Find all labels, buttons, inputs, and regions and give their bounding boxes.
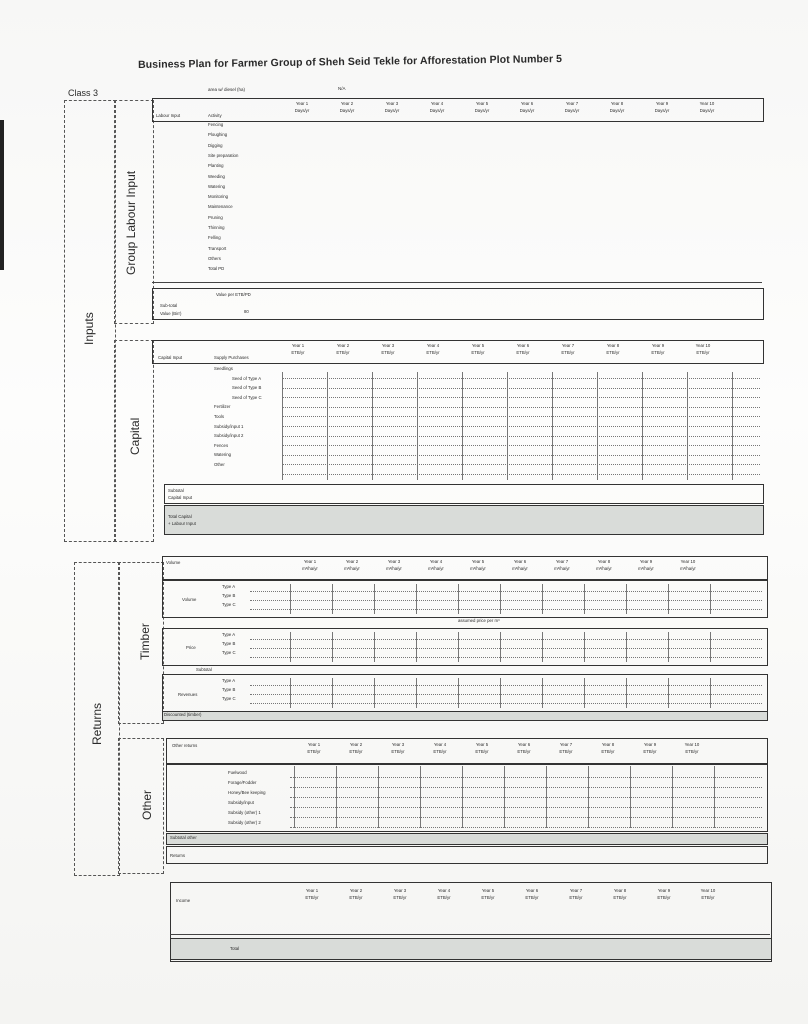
year-unit: ETB/yr [569,895,583,900]
timber-grid-row [250,694,762,695]
income-rule [170,934,770,935]
income-total-label: Total [230,946,240,951]
timber-grid-col [500,632,501,662]
year-unit: m³/ha/yr [470,566,486,571]
labour-col-head-a: Labour Input [156,113,181,118]
year-header: Year 5 [471,343,485,348]
year-header: Year 6 [517,742,531,747]
other-item: Forage/Fodder [228,780,257,785]
other-item: Honey/Bee keeping [228,790,266,795]
capital-subtotal-b: Capital Input [168,495,193,500]
labour-activity: Monitoring [208,194,229,200]
timber-grid-col [416,584,417,614]
capital-item: Subsidy/input 1 [214,423,244,429]
capital-item: Seed of Type C [232,394,262,400]
year-unit: ETB/yr [381,350,395,355]
year-unit: Days/yr [294,108,310,113]
timber-grid-col [290,584,291,614]
year-unit: m³/ha/yr [638,566,654,571]
year-unit: ETB/yr [643,749,657,754]
timber-grid-col [416,678,417,708]
other-item: Fuelwood [228,770,247,775]
capital-grid-row [282,397,760,398]
other-grid-row [290,777,762,778]
capital-section-label: Capital [128,417,142,455]
other-section-label: Other [140,789,154,820]
year-unit: m³/ha/yr [512,566,528,571]
year-unit: Days/yr [429,108,445,113]
year-header: Year 5 [471,559,485,564]
other-grid-col [336,766,337,828]
timber-type: Type A [222,584,236,589]
capital-total-table [164,505,764,535]
timber-grid-col [542,678,543,708]
year-unit: ETB/yr [516,350,530,355]
other-subtotal-bar [166,833,768,845]
capital-grid-row [282,464,760,465]
timber-type: Type C [222,696,236,701]
labour-activity: Transport [208,245,227,251]
labour-activity: Thinning [208,225,225,230]
year-unit: ETB/yr [433,749,447,754]
year-unit: ETB/yr [349,895,363,900]
year-unit: m³/ha/yr [428,566,444,571]
labour-col-head-b: Activity [208,113,222,118]
class-label: Class 3 [68,88,99,98]
binder-edge [0,120,4,270]
capital-item: Seed of Type B [232,385,262,391]
year-unit: ETB/yr [561,350,575,355]
timber-total-bar [162,711,768,721]
year-header: Year 1 [305,888,319,893]
capital-grid-col [462,372,463,480]
page-title: Business Plan for Farmer Group of Sheh Seid Tekle for Afforestation Plot Number 5 [137,53,563,71]
capital-grid-col [417,372,418,480]
timber-grid-col [374,632,375,662]
year-header: Year 8 [597,559,611,564]
year-unit: Days/yr [339,108,355,113]
year-header: Year 9 [655,101,669,106]
year-header: Year 6 [513,559,527,564]
timber-grid-row [250,609,762,610]
year-header: Year 2 [349,742,363,747]
capital-item: Watering [214,452,232,458]
timber-grid-col [374,584,375,614]
timber-grid-col [626,678,627,708]
other-grid-row [290,807,762,808]
year-header: Year 10 [695,343,711,348]
timber-grid-row [250,591,762,592]
timber-grid-col [710,632,711,662]
other-grid-col [588,766,589,828]
capital-subtotal-table [164,484,764,504]
year-unit: ETB/yr [606,350,620,355]
year-header: Year 4 [430,101,444,106]
timber-grid-col [542,584,543,614]
capital-grid-row [282,455,760,456]
timber-grid-col [542,632,543,662]
year-header: Year 6 [516,343,530,348]
capital-item: Seed of Type A [232,375,262,381]
year-header: Year 4 [429,559,443,564]
timber-volume-label: Volume [182,597,197,602]
year-header: Year 2 [336,343,350,348]
year-header: Year 9 [651,343,665,348]
capital-grid-col [732,372,733,480]
other-grid-col [672,766,673,828]
year-header: Year 4 [437,888,451,893]
year-header: Year 4 [433,742,447,747]
timber-type: Type A [222,678,236,683]
year-header: Year 1 [307,742,321,747]
year-unit: ETB/yr [696,350,710,355]
timber-grid-col [584,584,585,614]
timber-grid-row [250,657,762,658]
capital-total-b: + Labour Input [168,521,196,526]
year-unit: ETB/yr [336,350,350,355]
capital-grid-row [282,378,760,379]
year-unit: ETB/yr [481,895,495,900]
year-header: Year 2 [345,559,359,564]
capital-grid-col [507,372,508,480]
year-unit: ETB/yr [349,749,363,754]
timber-col-head: Volume [166,560,181,565]
labour-activity: Total PD [208,266,225,272]
income-col-head: Income [176,898,191,903]
capital-item: Other [214,462,225,467]
other-item: Subsidy (other) 1 [228,810,261,815]
capital-grid-row [282,436,760,437]
capital-grid-col [597,372,598,480]
labour-activity: Others [208,255,221,261]
other-grid-col [546,766,547,828]
year-unit: ETB/yr [517,749,531,754]
year-unit: ETB/yr [601,749,615,754]
timber-total-label: Discounted (timber) [164,712,202,717]
year-unit: m³/ha/yr [386,566,402,571]
year-header: Year 1 [303,559,317,564]
capital-item: Seedlings [214,366,233,371]
timber-grid-col [710,678,711,708]
income-total-bar [170,938,772,960]
capital-grid-col [327,372,328,480]
year-unit: ETB/yr [559,749,573,754]
year-header: Year 5 [475,101,489,106]
year-header: Year 8 [606,343,620,348]
year-unit: ETB/yr [701,895,715,900]
labour-section-label: Group Labour Input [124,170,138,275]
timber-section-label: Timber [138,623,152,660]
timber-grid-col [500,678,501,708]
other-item: Subsidy (other) 2 [228,820,261,825]
year-header: Year 8 [601,742,615,747]
year-header: Year 7 [559,742,573,747]
other-grid-col [504,766,505,828]
capital-total-a: Total Capital [168,514,192,519]
timber-type: Type B [222,641,236,646]
year-unit: ETB/yr [393,895,407,900]
timber-type: Type B [222,687,236,692]
year-unit: ETB/yr [657,895,671,900]
year-unit: ETB/yr [475,749,489,754]
year-header: Year 9 [639,559,653,564]
year-unit: ETB/yr [525,895,539,900]
timber-grid-col [584,632,585,662]
timber-grid-row [250,639,762,640]
labour-activity: Site preparation [208,152,239,158]
timber-volume-table [162,580,768,618]
labour-total-rule [152,282,762,283]
year-header: Year 5 [475,742,489,747]
other-grid-col [378,766,379,828]
timber-grid-col [668,584,669,614]
capital-grid-col [642,372,643,480]
year-header: Year 2 [340,101,354,106]
year-unit: ETB/yr [471,350,485,355]
inputs-label: Inputs [82,312,96,345]
year-unit: Days/yr [519,108,535,113]
year-header: Year 10 [680,559,696,564]
capital-item: Tools [214,414,225,419]
year-unit: m³/ha/yr [344,566,360,571]
year-unit: ETB/yr [613,895,627,900]
labour-rate-label: Value per ETB/PD [216,292,251,297]
year-header: Year 3 [391,742,405,747]
year-header: Year 7 [561,343,575,348]
labour-activity: Weeding [208,173,225,179]
timber-grid-col [710,584,711,614]
timber-revenue-label: Revenues [178,692,198,697]
timber-grid-col [332,584,333,614]
year-header: Year 1 [291,343,305,348]
year-header: Year 3 [385,101,399,106]
year-unit: ETB/yr [437,895,451,900]
year-header: Year 1 [295,101,309,106]
labour-activity: Watering [208,183,226,189]
year-header: Year 8 [610,101,624,106]
labour-activity: Fencing [208,122,224,127]
labour-activity: Digging [208,142,223,148]
capital-col-head-b: Supply Purchases [214,355,249,360]
area-value: N/A [338,86,346,91]
other-grid-row [290,797,762,798]
year-header: Year 10 [700,888,716,893]
year-unit: Days/yr [654,108,670,113]
timber-price-table [162,628,768,666]
year-unit: m³/ha/yr [554,566,570,571]
year-unit: ETB/yr [291,350,305,355]
capital-grid-row [282,416,760,417]
timber-grid-col [626,632,627,662]
year-unit: ETB/yr [305,895,319,900]
timber-grid-col [668,678,669,708]
timber-grid-row [250,703,762,704]
timber-grid-col [584,678,585,708]
timber-grid-col [500,584,501,614]
labour-sum-b: Value (Birr) [160,311,182,316]
timber-type: Type A [222,632,236,637]
other-item: Subsidy/input [228,800,254,805]
timber-grid-row [250,685,762,686]
labour-activity: Maintenance [208,204,233,210]
year-header: Year 6 [525,888,539,893]
timber-grid-row [250,600,762,601]
year-unit: Days/yr [699,108,715,113]
capital-grid-col [552,372,553,480]
capital-col-head-a: Capital Input [158,355,183,360]
capital-grid-row [282,445,760,446]
timber-type: Type C [222,650,236,655]
timber-grid-col [626,584,627,614]
other-grid-col [630,766,631,828]
other-col-head: Other returns [172,743,198,748]
year-header: Year 3 [387,559,401,564]
year-unit: ETB/yr [426,350,440,355]
area-label: area w/ diesel (ha) [208,87,246,92]
capital-grid-row [282,388,760,389]
capital-item: Subsidy/input 2 [214,433,244,439]
capital-grid-col [687,372,688,480]
year-unit: ETB/yr [651,350,665,355]
year-header: Year 7 [569,888,583,893]
year-unit: ETB/yr [685,749,699,754]
labour-sum-a: Sub-total [160,303,178,308]
timber-grid-col [374,678,375,708]
other-grid-row [290,787,762,788]
year-unit: Days/yr [564,108,580,113]
year-header: Year 9 [643,742,657,747]
other-grid-col [294,766,295,828]
other-total-bar [166,846,768,864]
year-unit: ETB/yr [307,749,321,754]
capital-grid-row [282,407,760,408]
capital-subtotal-label: Subtotal [168,488,184,493]
other-grid-col [420,766,421,828]
other-grid-col [714,766,715,828]
year-unit: m³/ha/yr [596,566,612,571]
labour-activity: Ploughing [208,132,228,138]
timber-grid-col [290,632,291,662]
capital-grid-row [282,474,760,475]
timber-grid-col [332,632,333,662]
timber-subtotal-label: Subtotal [196,667,212,672]
labour-activity: Pruning [208,214,223,220]
timber-type: Type B [222,593,236,598]
timber-grid-col [290,678,291,708]
capital-item: Fences [214,442,229,448]
other-grid-row [290,817,762,818]
year-header: Year 3 [393,888,407,893]
labour-activity: Planting [208,163,224,169]
year-header: Year 4 [426,343,440,348]
year-header: Year 7 [565,101,579,106]
year-header: Year 9 [657,888,671,893]
timber-grid-col [668,632,669,662]
timber-price-caption: assumed price per m³ [458,618,500,623]
year-header: Year 3 [381,343,395,348]
year-header: Year 5 [481,888,495,893]
other-grid-row [290,827,762,828]
capital-grid-col [282,372,283,480]
year-header: Year 7 [555,559,569,564]
year-header: Year 10 [699,101,715,106]
year-header: Year 8 [613,888,627,893]
returns-label: Returns [90,702,104,745]
timber-grid-col [458,584,459,614]
year-header: Year 10 [684,742,700,747]
timber-revenue-table [162,674,768,712]
timber-price-label: Price [186,645,196,650]
year-unit: m³/ha/yr [680,566,696,571]
timber-grid-col [416,632,417,662]
labour-rate-value: 80 [244,309,249,314]
timber-grid-col [458,678,459,708]
other-total-label: Returns [170,853,186,858]
timber-grid-col [458,632,459,662]
year-unit: m³/ha/yr [302,566,318,571]
year-unit: Days/yr [609,108,625,113]
other-grid-col [462,766,463,828]
year-header: Year 6 [520,101,534,106]
year-header: Year 2 [349,888,363,893]
capital-grid-col [372,372,373,480]
year-unit: ETB/yr [391,749,405,754]
capital-item: Fertilizer [214,404,231,410]
timber-grid-row [250,648,762,649]
labour-activity: Felling [208,235,221,241]
capital-grid-row [282,426,760,427]
year-unit: Days/yr [474,108,490,113]
other-subtotal-label: Subtotal other [170,835,197,840]
timber-type: Type C [222,602,236,607]
timber-grid-col [332,678,333,708]
year-unit: Days/yr [384,108,400,113]
